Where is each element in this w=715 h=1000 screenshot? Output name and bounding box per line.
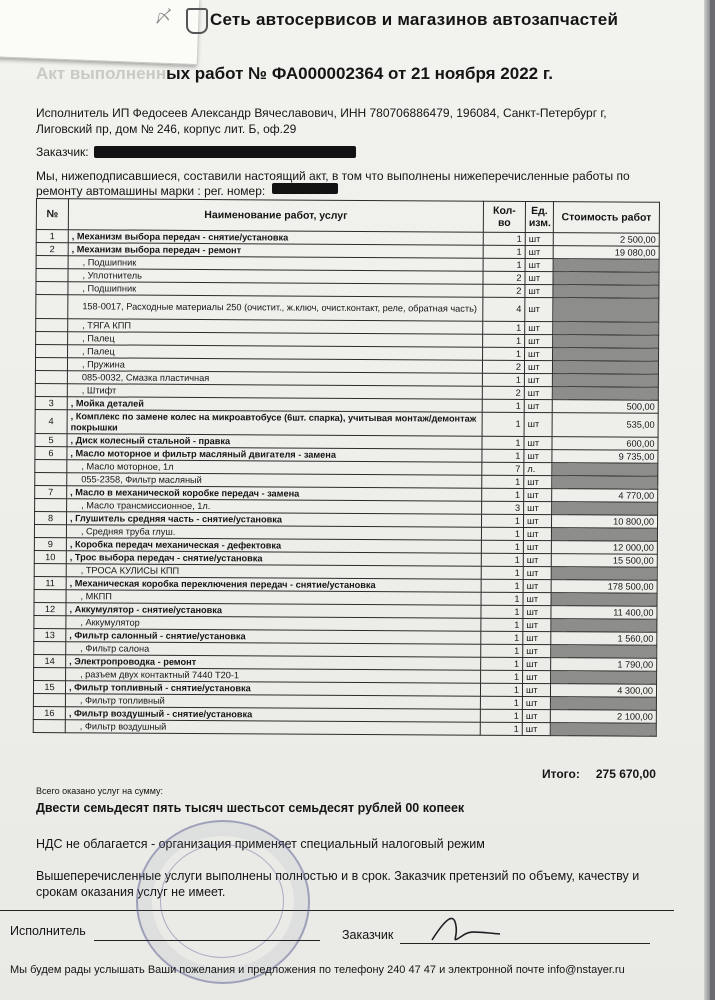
cell-num: 10 [34,550,66,563]
cell-unit: л. [524,462,552,475]
cell-cost [553,348,659,362]
cell-cost: 535,00 [552,413,658,438]
cell-cost [552,463,658,477]
cell-unit: шт [524,412,552,436]
cell-unit: шт [522,709,550,722]
cell-cost: 11 400,00 [551,606,657,620]
company-name: Сеть автосервисов и магазинов автозапчастей [210,10,619,29]
title-hidden-part: Акт выполненн [36,64,167,83]
cell-cost: 9 735,00 [552,450,658,464]
title-visible-part: ых работ № ФА000002364 от 21 ноября 2022 г. [166,64,553,83]
executor-sign-line [94,940,320,941]
cell-name: , Фильтр салона [66,642,481,658]
divider-line [0,910,674,911]
cell-unit: шт [522,696,550,709]
cell-cost: 178 500,00 [551,580,657,594]
cell-num [36,295,68,319]
cell-unit: шт [523,631,551,644]
cell-unit: шт [522,722,550,735]
cell-num [33,719,65,732]
completion-line-1: Вышеперечисленные услуги выполнены полностью и в срок. Заказчик претензий по объему, качеству и [36,869,640,883]
cell-unit: шт [524,373,552,386]
page-edge-shadow [704,0,710,1000]
cell-name: , Штифт [67,384,482,400]
header-unit: Ед. изм. [525,201,553,232]
table-row [33,719,656,736]
company-logo-icon [186,8,208,34]
cell-unit: шт [525,347,553,360]
cell-cost [551,593,657,607]
cell-num [35,459,67,472]
cell-name: 055-2358, Фильтр масляный [67,473,482,489]
cell-cost [552,502,658,516]
executor-line-2: Лиговский пр, дом № 246, корпус лит. Б, оф.29 [36,122,297,136]
cell-cost: 12 000,00 [551,541,657,555]
cell-qty: 1 [483,334,525,347]
header-name: Наименование работ, услуг [68,199,483,233]
cell-name: , Механическая коробка переключения передач - снятие/установка [66,577,481,593]
cell-num [36,256,68,269]
cell-qty: 1 [482,373,524,386]
cell-qty: 1 [482,412,524,436]
cell-cost: 1 790,00 [551,658,657,672]
cell-num [36,282,68,295]
cell-name: 158-0017, Расходные материалы 250 (очистит., ж.ключ, очист.контакт, реле, обратная часть) [68,295,483,322]
cell-unit: шт [523,618,551,631]
cell-cost [550,697,656,711]
cell-name: , Масло моторное и фильтр масляный двигателя - замена [67,447,482,463]
cell-cost [551,567,657,581]
cell-cost [553,335,659,349]
executor-line-1: Исполнитель ИП Федосеев Александр Вячеславович, ИНН 780706886479, 196084, Санкт-Петербург г, [36,106,607,120]
cell-qty: 1 [481,566,523,579]
cell-cost [551,619,657,633]
cell-num [36,332,68,345]
cell-num: 11 [34,576,66,589]
cell-unit: шт [525,284,553,297]
cell-unit: шт [524,501,552,514]
cell-num [34,524,66,537]
torn-receipt-stub [0,0,199,65]
cell-name: , Фильтр топливный - снятие/установка [65,681,480,697]
cell-num: 6 [35,446,67,459]
cell-num: 13 [34,628,66,641]
cell-cost [553,322,659,336]
completion-line-2: срокам оказания услуг не имеет. [36,885,226,899]
total-value: 275 670,00 [595,767,656,781]
cell-qty: 1 [483,258,525,271]
cell-num: 15 [33,680,65,693]
customer-sign-label: Заказчик [342,928,394,942]
cell-cost [553,285,659,299]
cell-qty: 1 [481,670,523,683]
header-cost: Стоимость работ [553,202,659,234]
cell-num: 12 [34,602,66,615]
cell-unit: шт [524,360,552,373]
table-body [33,230,659,737]
cell-qty: 1 [481,644,523,657]
cell-name: , Средняя труба глуш. [66,525,481,541]
cell-unit: шт [523,540,551,553]
cell-cost: 4 770,00 [552,489,658,503]
cell-cost [551,528,657,542]
cell-qty: 1 [481,579,523,592]
amount-in-words: Двести семьдесят пять тысяч шестьсот семьдесят рублей 00 копеек [36,801,465,815]
cell-num [35,358,67,371]
works-table [33,198,660,737]
cell-qty: 3 [482,501,524,514]
summary-label: Всего оказано услуг на сумму: [36,786,164,796]
cell-num: 9 [34,537,66,550]
cell-name: , Масло трансмиссионное, 1л. [67,499,482,515]
cell-qty: 1 [481,592,523,605]
header-num: № [36,199,68,230]
cell-num [35,472,67,485]
cell-cost: 19 080,00 [553,246,659,260]
cell-name: , Глушитель средняя часть - снятие/установка [67,512,482,528]
cell-qty: 1 [481,540,523,553]
cell-cost: 10 800,00 [551,515,657,529]
cell-num: 3 [35,396,67,409]
cell-num [34,641,66,654]
total [542,767,656,781]
cell-num [34,615,66,628]
cell-num: 2 [36,243,68,256]
cell-unit: шт [523,644,551,657]
cell-num [33,693,65,706]
cell-qty: 1 [483,321,525,334]
cell-qty: 2 [482,360,524,373]
cell-cost [550,723,656,737]
cell-unit: шт [524,386,552,399]
cell-name: , Диск колесный стальной - правка [67,434,482,450]
cell-name: , Фильтр воздушный [65,720,480,736]
cell-unit: шт [525,334,553,347]
intro-line-2: ремонту автомашины марки : рег. номер: [36,184,266,198]
customer-label: Заказчик: [36,145,89,159]
cell-cost [552,374,658,388]
cell-unit: шт [525,271,553,284]
cell-num [35,383,67,396]
cell-unit: шт [523,592,551,605]
cell-unit: шт [523,514,551,527]
cell-unit: шт [523,566,551,579]
cell-unit: шт [523,527,551,540]
cell-name: , Мойка деталей [67,397,482,413]
cell-unit: шт [522,683,550,696]
cell-num: 14 [34,654,66,667]
cell-qty: 1 [483,347,525,360]
cell-unit: шт [524,475,552,488]
cell-name: , ТРОСА КУЛИСЫ КПП [66,564,481,580]
cell-name: , Фильтр топливный [65,694,480,710]
cell-name: , Масло моторное, 1л [67,460,482,476]
cell-name: , Пружина [67,358,482,374]
cell-unit: шт [523,657,551,670]
cell-num: 8 [35,511,67,524]
cell-name: , Уплотнитель [68,269,483,285]
cell-num: 16 [33,706,65,719]
footer-contacts: Мы будем рады услышать Ваши пожелания и предложения по телефону 240 47 47 и электронной почте info@nstayer.ru [10,964,625,976]
total-label: Итого: [542,767,580,781]
cell-qty: 1 [482,399,524,412]
cell-qty: 1 [482,488,524,501]
cell-name: , Палец [68,345,483,361]
cell-num [34,563,66,576]
cell-num: 7 [35,485,67,498]
cell-cost: 15 500,00 [551,554,657,568]
cell-unit: шт [525,321,553,334]
cell-qty: 1 [481,553,523,566]
cell-unit: шт [523,670,551,683]
cell-qty: 1 [481,527,523,540]
cell-qty: 1 [480,683,522,696]
cell-name: , Механизм выбора передач - снятие/установка [68,230,483,246]
header-qty: Кол-во [483,201,525,232]
cell-unit: шт [523,553,551,566]
stub-mark-icon: 〆 [154,6,173,28]
document-title [36,64,553,84]
cell-unit: шт [523,579,551,592]
customer-signature [426,908,506,948]
cell-num: 1 [36,230,68,243]
table-header-row [36,199,659,234]
cell-name: , Аккумулятор - снятие/установка [66,603,481,619]
cell-cost: 500,00 [552,400,658,414]
cell-name: , Механизм выбора передач - ремонт [68,243,483,259]
cell-num [36,345,68,358]
cell-cost [553,272,659,286]
cell-cost [551,645,657,659]
redacted-customer [94,146,356,158]
cell-num [36,269,68,282]
cell-qty: 1 [483,232,525,245]
cell-cost [552,476,658,490]
cell-qty: 2 [482,386,524,399]
cell-name: , Подшипник [68,256,483,272]
cell-cost: 1 560,00 [551,632,657,646]
cell-cost [552,361,658,375]
cell-qty: 1 [482,475,524,488]
cell-num [36,319,68,332]
vat-note: НДС не облагается - организация применяет специальный налоговый режим [36,837,485,851]
cell-unit: шт [524,399,552,412]
stamp-seal [136,820,310,984]
cell-cost: 2 500,00 [553,233,659,247]
cell-unit: шт [525,258,553,271]
cell-cost: 4 300,00 [550,684,656,698]
cell-name: , Фильтр воздушный - снятие/установка [65,707,480,723]
cell-unit: шт [524,449,552,462]
intro-line-1: Мы, нижеподписавшиеся, составили настоящий акт, в том что выполнены нижеперечисленные работы по [36,169,630,183]
cell-unit: шт [525,245,553,258]
cell-num [34,589,66,602]
cell-cost: 600,00 [552,437,658,451]
cell-cost [553,298,659,323]
cell-unit: шт [523,605,551,618]
cell-num: 4 [35,409,67,433]
cell-cost [551,671,657,685]
cell-cost: 2 100,00 [550,710,656,724]
cell-qty: 1 [481,605,523,618]
cell-unit: шт [524,436,552,449]
cell-cost [553,259,659,273]
cell-qty: 1 [481,514,523,527]
cell-num: 5 [35,433,67,446]
cell-name: , Трос выбора передач - снятие/установка [66,551,481,567]
cell-num [35,370,67,383]
cell-cost [552,387,658,401]
cell-unit: шт [525,297,553,321]
cell-qty: 2 [483,271,525,284]
cell-num [34,667,66,680]
cell-qty: 1 [481,631,523,644]
cell-qty: 1 [482,449,524,462]
cell-qty: 1 [480,722,522,735]
cell-qty: 1 [482,436,524,449]
cell-name: , Комплекс по замене колес на микроавтобусе (6шт. спарка), учитывая монтаж/демонтаж покрышки [67,410,482,437]
cell-num [35,498,67,511]
cell-name: , Электропроводка - ремонт [66,655,481,671]
cell-qty: 2 [483,284,525,297]
redacted-reg-number [272,183,338,194]
cell-qty: 7 [482,462,524,475]
cell-name: , Коробка передач механическая - дефектовка [66,538,481,554]
cell-unit: шт [524,488,552,501]
cell-name: , разъем двух контактный 7440 Т20-1 [66,668,481,684]
cell-name: , МКПП [66,590,481,606]
cell-qty: 1 [483,245,525,258]
cell-qty: 4 [483,297,525,321]
cell-name: , Масло в механической коробке передач - замена [67,486,482,502]
cell-name: 085-0032, Смазка пластичная [67,371,482,387]
cell-qty: 1 [480,709,522,722]
cell-name: , Подшипник [68,282,483,298]
cell-qty: 1 [480,696,522,709]
cell-name: , Палец [68,332,483,348]
cell-qty: 1 [481,657,523,670]
cell-name: , ТЯГА КПП [68,319,483,335]
cell-name: , Аккумулятор [66,616,481,632]
cell-qty: 1 [481,618,523,631]
executor-sign-label: Исполнитель [10,924,86,938]
cell-unit: шт [525,232,553,245]
cell-name: , Фильтр салонный - снятие/установка [66,629,481,645]
